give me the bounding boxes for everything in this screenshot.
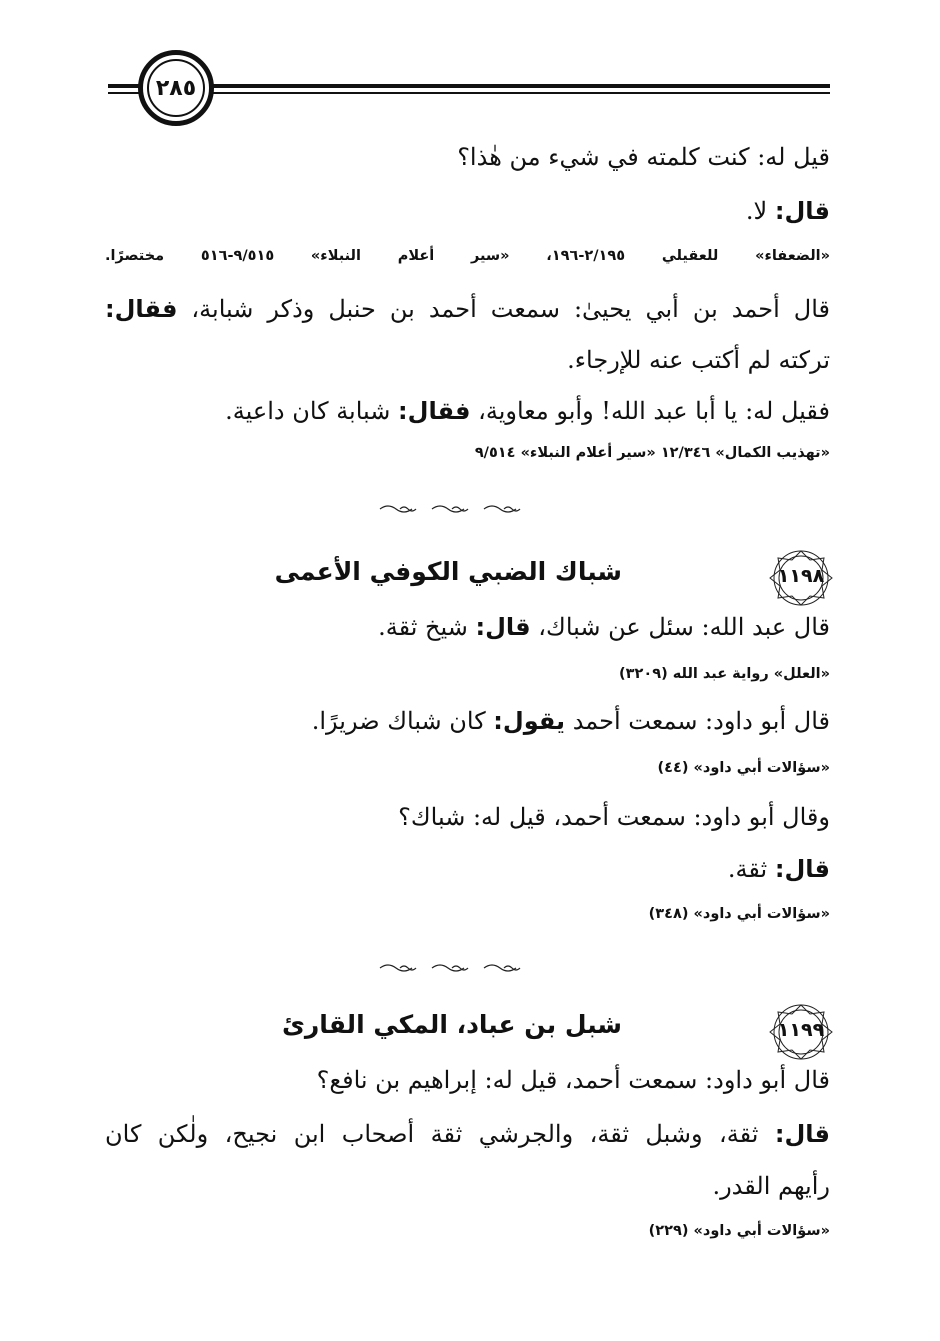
source-citation: «العلل» رواية عبد الله (٣٢٠٩) <box>619 666 830 682</box>
source-citation: «سؤالات أبي داود» (٤٤) <box>657 760 830 776</box>
source-citation: «سؤالات أبي داود» (٣٤٨) <box>648 906 830 922</box>
paragraph-line: قيل له: كنت كلمته في شيء من هٰذا؟ <box>457 143 830 171</box>
source-citation: «سؤالات أبي داود» (٢٢٩) <box>648 1223 830 1239</box>
ornament-divider <box>370 961 550 975</box>
entry-title: شبل بن عباد، المكي القارئ <box>282 1010 622 1039</box>
page-number-circle <box>138 50 214 126</box>
speaker-label: قال: <box>774 1120 830 1148</box>
paragraph-line: قال أحمد بن أبي يحيىٰ: سمعت أحمد بن حنبل وذكر شبابة، فقال: <box>105 295 830 323</box>
paragraph-line: تركته لم أكتب عنه للإرجاء. <box>567 346 830 374</box>
page-number: ٢٨٥ <box>155 75 197 101</box>
speaker-label: فقال: <box>398 397 471 425</box>
speaker-label: قال: <box>774 855 830 883</box>
speaker-label: يقول: <box>493 707 566 735</box>
entry-number: ١١٩٩ <box>777 1019 825 1041</box>
header-rule-bottom <box>108 92 830 94</box>
paragraph-line: قال عبد الله: سئل عن شباك، قال: شيخ ثقة. <box>378 613 830 641</box>
paragraph-line: قال: ثقة، وشبل ثقة، والجرشي ثقة أصحاب ابن نجيح، ولٰكن كان <box>105 1120 830 1148</box>
speaker-label: قال: <box>774 197 830 225</box>
entry-number: ١١٩٨ <box>777 565 825 587</box>
paragraph-line: قال: لا. <box>745 197 830 225</box>
source-citation: «تهذيب الكمال» ١٢/٣٤٦ «سير أعلام النبلاء» ٩/٥١٤ <box>474 445 830 461</box>
paragraph-line: فقيل له: يا أبا عبد الله! وأبو معاوية، فقال: شبابة كان داعية. <box>225 397 830 425</box>
source-citation: «الضعفاء» للعقيلي ٢/١٩٥-١٩٦، «سير أعلام النبلاء» ٩/٥١٥-٥١٦ مختصرًا. <box>105 248 830 264</box>
paragraph-line: قال: ثقة. <box>727 855 830 883</box>
entry-title: شباك الضبي الكوفي الأعمى <box>274 557 622 586</box>
ornament-divider <box>370 502 550 516</box>
speaker-label: قال: <box>475 613 531 641</box>
speaker-label: فقال: <box>105 295 178 323</box>
paragraph-line: قال أبو داود: سمعت أحمد، قيل له: إبراهيم بن نافع؟ <box>316 1066 830 1094</box>
paragraph-line: قال أبو داود: سمعت أحمد يقول: كان شباك ضريرًا. <box>311 707 830 735</box>
paragraph-line: رأيهم القدر. <box>712 1172 830 1200</box>
header-rule-top <box>108 84 830 88</box>
paragraph-line: وقال أبو داود: سمعت أحمد، قيل له: شباك؟ <box>398 803 830 831</box>
